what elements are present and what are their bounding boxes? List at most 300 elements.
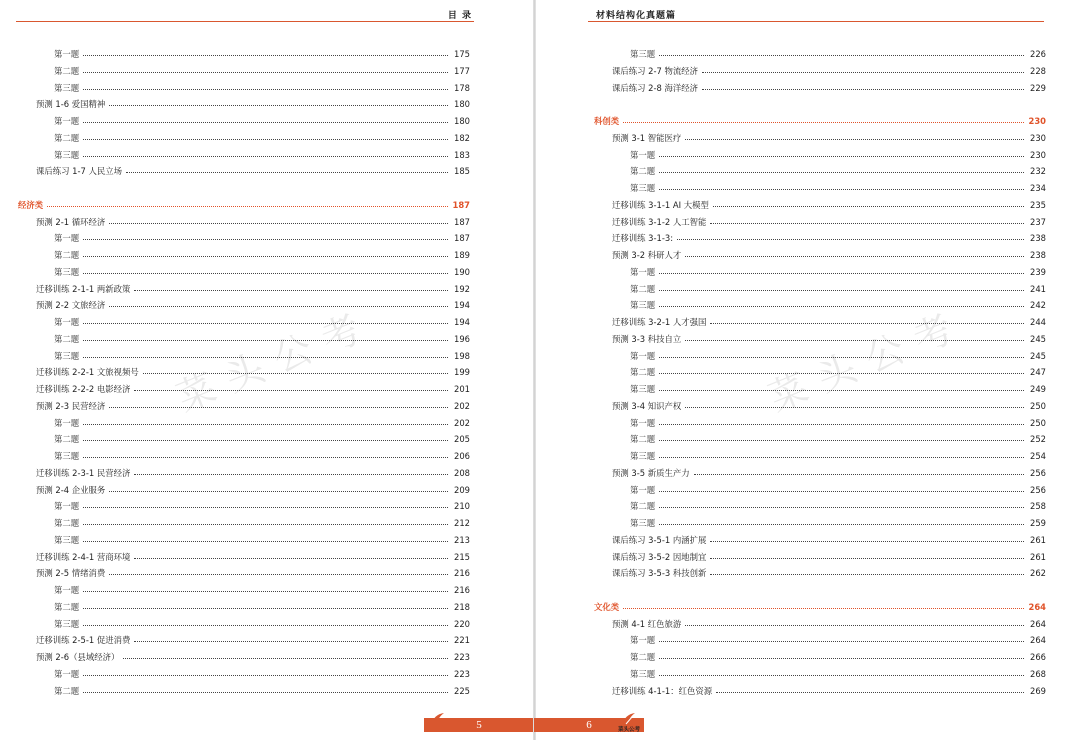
toc-entry-label: 第二题: [54, 518, 80, 528]
toc-entry-page: 183: [454, 149, 470, 160]
dot-leader: [659, 188, 1024, 190]
toc-entry-page: 202: [454, 400, 470, 411]
dot-leader: [83, 691, 448, 693]
toc-entry-label: 第三题: [54, 350, 80, 361]
toc-entry[interactable]: [594, 398, 1046, 414]
dot-leader: [83, 523, 448, 525]
toc-entry-label: 迁移训练 2-2-2 电影经济: [36, 384, 131, 394]
toc-entry[interactable]: [594, 415, 1046, 431]
toc-entry-label: 第三题: [630, 518, 656, 528]
toc-entry-page: 201: [454, 384, 470, 394]
dot-leader: [109, 305, 448, 307]
dot-leader: [123, 657, 448, 659]
toc-entry-label: 迁移训练 3-1-2 人工智能: [612, 216, 707, 227]
toc-entry[interactable]: [18, 398, 470, 414]
toc-entry-page: 258: [1030, 501, 1046, 512]
toc-entry-label: 第一题: [630, 635, 656, 646]
toc-entry[interactable]: [594, 649, 1046, 665]
toc-entry-page: 245: [1030, 350, 1046, 361]
dot-leader: [659, 171, 1024, 173]
toc-entry[interactable]: [594, 431, 1046, 447]
toc-entry-page: 216: [454, 585, 470, 595]
toc-entry-page: 206: [454, 451, 470, 461]
dot-leader: [659, 439, 1024, 441]
dot-leader: [659, 54, 1024, 56]
toc-entry-label: 第二题: [54, 333, 80, 344]
toc-entry-label: 预测 2-4 企业服务: [36, 484, 106, 495]
toc-entry[interactable]: [18, 163, 470, 179]
toc-entry-page: 187: [454, 216, 470, 227]
toc-entry[interactable]: [594, 214, 1046, 230]
toc-entry-label: 预测 3-2 科研人才: [612, 250, 682, 260]
toc-entry-page: 241: [1030, 283, 1046, 294]
dot-leader: [710, 573, 1024, 575]
dot-leader: [83, 71, 448, 73]
dot-leader: [716, 691, 1024, 693]
toc-entry-page: 242: [1030, 300, 1046, 311]
toc-entry-label: 第二题: [54, 434, 80, 445]
toc-entry[interactable]: [594, 314, 1046, 330]
toc-entry-page: 256: [1030, 484, 1046, 495]
dot-leader: [83, 590, 448, 592]
toc-entry[interactable]: [594, 331, 1046, 347]
dot-leader: [659, 506, 1024, 508]
toc-entry[interactable]: [594, 281, 1046, 297]
toc-entry-label: 第一题: [54, 116, 80, 126]
toc-entry-label: 预测 3-5 新质生产力: [612, 467, 690, 478]
toc-entry-label: 第一题: [630, 266, 656, 277]
toc-entry-page: 235: [1030, 199, 1046, 210]
toc-entry[interactable]: [594, 264, 1046, 280]
toc-entry[interactable]: [594, 632, 1046, 648]
toc-entry[interactable]: [18, 247, 470, 263]
toc-entry-label: 第二题: [630, 367, 656, 378]
toc-entry-page: 247: [1030, 367, 1046, 378]
toc-entry[interactable]: [594, 532, 1046, 548]
toc-entry-label: 迁移训练 2-1-1 两新政策: [36, 283, 131, 294]
header-rule: [16, 21, 474, 22]
toc-entry-label: 预测 3-4 知识产权: [612, 400, 682, 411]
toc-entry[interactable]: [18, 582, 470, 598]
toc-entry-label: 第一题: [630, 417, 656, 428]
toc-entry-label: 科创类: [594, 116, 620, 126]
toc-entry[interactable]: [594, 297, 1046, 313]
brand-logo-icon: [614, 712, 644, 726]
dot-leader: [109, 490, 448, 492]
toc-entry[interactable]: [594, 381, 1046, 397]
dot-leader: [83, 322, 448, 324]
dot-leader: [83, 255, 448, 257]
dot-leader: [659, 272, 1024, 274]
toc-entry-page: 237: [1030, 216, 1046, 227]
toc-entry-page: 239: [1030, 266, 1046, 277]
toc-entry-page: 213: [454, 534, 470, 545]
toc-entry[interactable]: [18, 348, 470, 364]
toc-entry-label: 第三题: [630, 668, 656, 679]
toc-entry-label: 第一题: [630, 149, 656, 160]
toc-entry[interactable]: [18, 683, 470, 699]
toc-entry[interactable]: [594, 549, 1046, 565]
toc-entry-label: 第一题: [54, 233, 80, 244]
toc-entry[interactable]: [18, 113, 470, 129]
dot-leader: [134, 557, 448, 559]
toc-entry-page: 261: [1030, 551, 1046, 562]
dot-leader: [694, 473, 1024, 475]
header-rule: [588, 21, 1044, 22]
toc-entry-label: 第一题: [54, 501, 80, 512]
toc-entry-label: 迁移训练 3-1-3:: [612, 233, 674, 244]
toc-entry-label: 第一题: [630, 484, 656, 495]
toc-entry-label: 预测 2-1 循环经济: [36, 216, 106, 227]
toc-entry-label: 迁移训练 3-1-1 AI 大模型: [612, 199, 709, 210]
dot-leader: [659, 356, 1024, 358]
toc-entry-page: 238: [1030, 233, 1046, 244]
dot-leader: [659, 423, 1024, 425]
toc-entry[interactable]: [594, 482, 1046, 498]
toc-entry[interactable]: [18, 415, 470, 431]
dot-leader: [83, 238, 448, 240]
toc-entry-label: 课后练习 3-5-2 因地制宜: [612, 551, 707, 562]
toc-entry[interactable]: [594, 197, 1046, 213]
toc-entry-page: 230: [1030, 149, 1046, 160]
left-page: [0, 0, 536, 740]
dot-leader: [710, 222, 1024, 224]
page-number: 5: [424, 718, 534, 732]
dot-leader: [713, 205, 1024, 207]
toc-entry-page: 190: [454, 266, 470, 277]
toc-entry[interactable]: [18, 515, 470, 531]
toc-entry-label: 第三题: [54, 266, 80, 277]
dot-leader: [659, 640, 1024, 642]
toc-entry-page: 229: [1030, 82, 1046, 93]
dot-leader: [659, 456, 1024, 458]
toc-entry-page: 268: [1030, 668, 1046, 679]
toc-entry-page: 221: [454, 635, 470, 646]
dot-leader: [109, 573, 448, 575]
toc-entry-label: 第一题: [54, 317, 80, 327]
toc-entry-label: 第三题: [630, 300, 656, 311]
dot-leader: [702, 71, 1024, 73]
toc-entry-label: 迁移训练 3-2-1 人才强国: [612, 317, 707, 327]
toc-entry-page: 180: [454, 99, 470, 110]
toc-entry-label: 课后练习 3-5-1 内涵扩展: [612, 534, 707, 545]
toc-entry[interactable]: [594, 565, 1046, 581]
toc-entry[interactable]: [594, 465, 1046, 481]
toc-entry-page: 238: [1030, 250, 1046, 260]
toc-entry-label: 预测 3-3 科技自立: [612, 333, 682, 344]
toc-entry-page: 196: [454, 333, 470, 344]
toc-entry-page: 226: [1030, 49, 1046, 59]
toc-entry-label: 预测 3-1 智能医疗: [612, 132, 682, 143]
toc-entry-page: 185: [454, 166, 470, 177]
toc-entry-label: 第二题: [630, 652, 656, 662]
dot-leader: [659, 305, 1024, 307]
toc-entry-label: 第一题: [54, 668, 80, 679]
toc-entry-label: 预测 1-6 爱国精神: [36, 99, 106, 110]
toc-entry[interactable]: [18, 63, 470, 79]
toc-entry-page: 194: [454, 317, 470, 327]
toc-entry-label: 第二题: [630, 501, 656, 512]
toc-entry-page: 182: [454, 132, 470, 143]
toc-entry-label: 经济类: [18, 199, 44, 210]
toc-entry[interactable]: [18, 281, 470, 297]
dot-leader: [83, 54, 448, 56]
toc-entry[interactable]: [594, 63, 1046, 79]
toc-entry[interactable]: [594, 163, 1046, 179]
toc-entry[interactable]: [594, 46, 1046, 62]
toc-entry-label: 第二题: [630, 166, 656, 177]
toc-entry-page: 249: [1030, 384, 1046, 394]
toc-entry-page: 256: [1030, 467, 1046, 478]
toc-entry-page: 266: [1030, 652, 1046, 662]
dot-leader: [659, 523, 1024, 525]
toc-entry-page: 187: [454, 233, 470, 244]
toc-entry[interactable]: [594, 364, 1046, 380]
dot-leader: [47, 205, 448, 207]
toc-entry-page: 198: [454, 350, 470, 361]
toc-entry[interactable]: [18, 297, 470, 313]
dot-leader: [685, 624, 1024, 626]
dot-leader: [83, 356, 448, 358]
toc-entry-page: 210: [454, 501, 470, 512]
dot-leader: [109, 104, 448, 106]
toc-entry[interactable]: [18, 649, 470, 665]
toc-entry[interactable]: [18, 565, 470, 581]
toc-entry-label: 第三题: [630, 49, 656, 59]
dot-leader: [685, 255, 1024, 257]
toc-entry-page: 177: [454, 65, 470, 76]
toc-entry[interactable]: [18, 532, 470, 548]
toc-entry-label: 第二题: [54, 132, 80, 143]
toc-entry[interactable]: [18, 147, 470, 163]
toc-entry-label: 课后练习 2-7 物流经济: [612, 65, 699, 76]
dot-leader: [134, 289, 448, 291]
toc-entry-label: 第二题: [54, 601, 80, 612]
toc-entry-page: 244: [1030, 317, 1046, 327]
toc-entry-label: 第三题: [630, 384, 656, 394]
toc-entry[interactable]: [594, 666, 1046, 682]
dot-leader: [83, 456, 448, 458]
dot-leader: [83, 439, 448, 441]
toc-entry[interactable]: [594, 498, 1046, 514]
dot-leader: [710, 322, 1024, 324]
dot-leader: [702, 88, 1024, 90]
toc-entry[interactable]: [594, 130, 1046, 146]
toc-entry-page: 262: [1030, 568, 1046, 579]
toc-entry-page: 194: [454, 300, 470, 311]
toc-entry[interactable]: [18, 482, 470, 498]
dot-leader: [659, 389, 1024, 391]
page-number: 6: [534, 718, 644, 732]
dot-leader: [109, 222, 448, 224]
toc-entry-page: 212: [454, 518, 470, 528]
toc-entry[interactable]: [594, 80, 1046, 96]
toc-entry-label: 迁移训练 4-1-1：红色资源: [612, 685, 713, 696]
toc-entry-page: 252: [1030, 434, 1046, 445]
dot-leader: [134, 473, 448, 475]
toc-entry-page: 223: [454, 652, 470, 662]
toc-entry-page: 218: [454, 601, 470, 612]
toc-entry[interactable]: [18, 616, 470, 632]
toc-entry[interactable]: [18, 465, 470, 481]
toc-entry[interactable]: [18, 549, 470, 565]
toc-entry-page: 250: [1030, 417, 1046, 428]
toc-entry-page: 209: [454, 484, 470, 495]
watermark: 菜头公考: [170, 301, 380, 421]
dot-leader: [659, 657, 1024, 659]
dot-leader: [83, 607, 448, 609]
toc-entry-label: 第二题: [630, 434, 656, 445]
dot-leader: [109, 406, 448, 408]
toc-entry-page: 269: [1030, 685, 1046, 696]
toc-entry-page: 230: [1030, 132, 1046, 143]
toc-entry[interactable]: [18, 599, 470, 615]
dot-leader: [134, 389, 448, 391]
toc-entry-page: 175: [454, 49, 470, 59]
toc-entry-page: 192: [454, 283, 470, 294]
toc-entry[interactable]: [594, 448, 1046, 464]
toc-entry-page: 234: [1030, 183, 1046, 193]
toc-entry-page: 215: [454, 551, 470, 562]
toc-entry-page: 205: [454, 434, 470, 445]
toc-entry[interactable]: [18, 80, 470, 96]
toc-entry-page: 232: [1030, 166, 1046, 177]
toc-entry[interactable]: [18, 666, 470, 682]
dot-leader: [659, 490, 1024, 492]
toc-entry[interactable]: [18, 431, 470, 447]
toc-entry-label: 第二题: [54, 250, 80, 260]
toc-entry[interactable]: [18, 214, 470, 230]
dot-leader: [83, 423, 448, 425]
toc-entry-label: 预测 2-5 情绪消费: [36, 568, 106, 579]
toc-entry[interactable]: [18, 632, 470, 648]
toc-entry-page: 187: [452, 199, 470, 210]
dot-leader: [659, 289, 1024, 291]
toc-category-entry[interactable]: [594, 599, 1046, 615]
toc-entry-label: 预测 2-2 文旅经济: [36, 300, 106, 311]
toc-entry-page: 220: [454, 618, 470, 629]
dot-leader: [83, 624, 448, 626]
toc-entry-page: 264: [1030, 635, 1046, 646]
toc-entry[interactable]: [18, 364, 470, 380]
toc-entry[interactable]: [594, 230, 1046, 246]
toc-entry[interactable]: [18, 130, 470, 146]
toc-entry-label: 课后练习 1-7 人民立场: [36, 166, 123, 177]
toc-category-entry[interactable]: [18, 197, 470, 213]
toc-entry-label: 第三题: [630, 451, 656, 461]
toc-entry-label: 迁移训练 2-3-1 民营经济: [36, 467, 131, 478]
toc-entry-label: 课后练习 3-5-3 科技创新: [612, 568, 707, 579]
dot-leader: [659, 674, 1024, 676]
dot-leader: [83, 339, 448, 341]
toc-entry-page: 178: [454, 82, 470, 93]
toc-entry[interactable]: [594, 616, 1046, 632]
toc-entry[interactable]: [594, 683, 1046, 699]
toc-entry-label: 第三题: [630, 183, 656, 193]
toc-entry-label: 预测 4-1 红色旅游: [612, 618, 682, 629]
toc-entry-label: 第三题: [54, 82, 80, 93]
dot-leader: [83, 88, 448, 90]
dot-leader: [710, 557, 1024, 559]
toc-entry-label: 迁移训练 2-2-1 文旅视频号: [36, 367, 139, 378]
toc-entry-label: 迁移训练 2-5-1 促进消费: [36, 635, 131, 646]
toc-entry-page: 225: [454, 685, 470, 696]
dot-leader: [623, 121, 1024, 123]
toc-entry-label: 第三题: [54, 618, 80, 629]
page-header-title: 目 录: [447, 11, 472, 21]
toc-entry[interactable]: [18, 448, 470, 464]
toc-entry-label: 课后练习 2-8 海洋经济: [612, 82, 699, 93]
toc-entry-page: 216: [454, 568, 470, 579]
toc-entry-label: 第二题: [54, 685, 80, 696]
brand-logo-text: 菜头公考: [617, 727, 640, 733]
toc-entry-label: 第二题: [54, 65, 80, 76]
toc-entry-label: 第三题: [54, 451, 80, 461]
toc-entry-page: 254: [1030, 451, 1046, 461]
toc-entry[interactable]: [18, 498, 470, 514]
dot-leader: [83, 121, 448, 123]
toc-entry-page: 264: [1030, 618, 1046, 629]
toc-entry[interactable]: [18, 331, 470, 347]
toc-entry-page: 261: [1030, 534, 1046, 545]
toc-entry[interactable]: [594, 180, 1046, 196]
toc-entry[interactable]: [18, 96, 470, 112]
dot-leader: [83, 674, 448, 676]
dot-leader: [83, 155, 448, 157]
toc-entry[interactable]: [594, 147, 1046, 163]
toc-entry-page: 199: [454, 367, 470, 378]
toc-entry-label: 第三题: [54, 534, 80, 545]
toc-entry-label: 第二题: [630, 283, 656, 294]
toc-entry-page: 180: [454, 116, 470, 126]
page-header-title: 材料结构化真题篇: [596, 11, 677, 21]
dot-leader: [83, 506, 448, 508]
toc-entry[interactable]: [594, 515, 1046, 531]
toc-entry[interactable]: [594, 348, 1046, 364]
dot-leader: [685, 138, 1024, 140]
toc-entry-label: 第一题: [630, 350, 656, 361]
toc-entry-label: 预测 2-6（县域经济）: [36, 652, 120, 662]
toc-entry-page: 208: [454, 467, 470, 478]
toc-entry-label: 文化类: [594, 601, 620, 612]
toc-entry[interactable]: [18, 381, 470, 397]
toc-entry-label: 第一题: [54, 585, 80, 595]
dot-leader: [83, 272, 448, 274]
toc-entry-label: 第三题: [54, 149, 80, 160]
brand-logo: [614, 712, 644, 734]
toc-category-entry[interactable]: [594, 113, 1046, 129]
dot-leader: [685, 339, 1024, 341]
toc-entry-page: 189: [454, 250, 470, 260]
dot-leader: [710, 540, 1024, 542]
dot-leader: [126, 171, 448, 173]
watermark: 菜头公考: [762, 301, 972, 421]
dot-leader: [83, 540, 448, 542]
toc-entry[interactable]: [18, 230, 470, 246]
dot-leader: [659, 155, 1024, 157]
toc-entry-page: 202: [454, 417, 470, 428]
dot-leader: [134, 640, 448, 642]
toc-entry[interactable]: [594, 247, 1046, 263]
toc-entry[interactable]: [18, 46, 470, 62]
toc-entry[interactable]: [18, 314, 470, 330]
dot-leader: [677, 238, 1024, 240]
right-page: [536, 0, 1072, 740]
toc-entry[interactable]: [18, 264, 470, 280]
toc-entry-page: 230: [1028, 116, 1046, 126]
toc-entry-page: 245: [1030, 333, 1046, 344]
toc-entry-label: 第一题: [54, 417, 80, 428]
